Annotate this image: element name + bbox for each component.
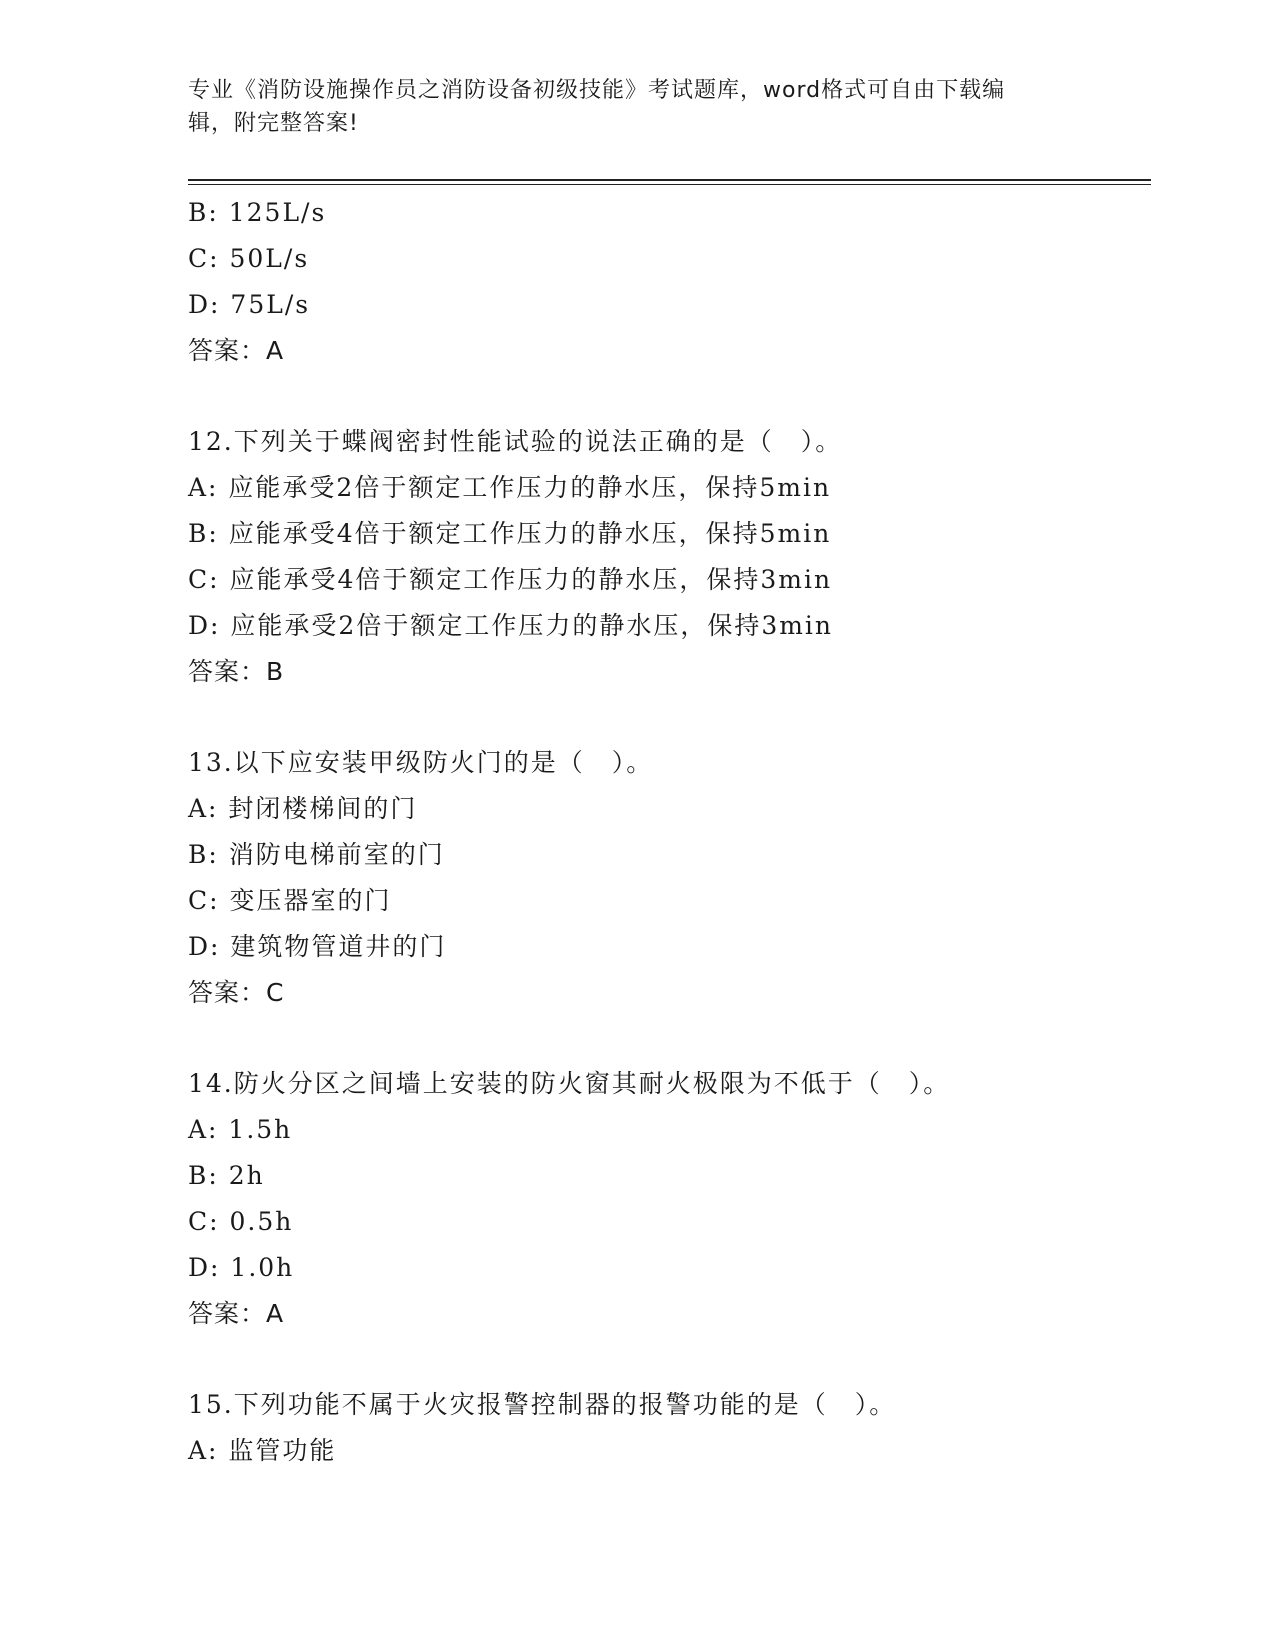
question-block-14: [188, 1061, 1151, 1337]
question-list: [188, 190, 1151, 1474]
option-a: A: 封闭楼梯间的门: [188, 794, 418, 823]
option-c: C: 变压器室的门: [188, 886, 392, 915]
header-divider-thin: [188, 184, 1151, 185]
option-c: C: 0.5h: [188, 1207, 294, 1236]
answer-line: 答案：B: [188, 657, 285, 686]
question-stem: 14.防火分区之间墙上安装的防火窗其耐火极限为不低于（ ）。: [188, 1069, 951, 1098]
document-header: [188, 74, 1088, 140]
option-c: C: 应能承受4倍于额定工作压力的静水压，保持3min: [188, 565, 833, 594]
answer-line: 答案：A: [188, 336, 285, 365]
question-stem: 13.以下应安装甲级防火门的是（ ）。: [188, 748, 654, 777]
question-block-13: [188, 740, 1151, 1016]
question-stem: 12.下列关于蝶阀密封性能试验的说法正确的是（ ）。: [188, 427, 843, 456]
option-c: C: 50L/s: [188, 244, 310, 273]
header-line-2: 辑，附完整答案!: [188, 111, 359, 136]
answer-line: 答案：A: [188, 1299, 285, 1328]
option-d: D: 1.0h: [188, 1253, 295, 1282]
option-b: B: 消防电梯前室的门: [188, 840, 445, 869]
answer-line: 答案：C: [188, 978, 285, 1007]
question-block-12: [188, 419, 1151, 695]
option-b: B: 应能承受4倍于额定工作压力的静水压，保持5min: [188, 519, 832, 548]
option-d: D: 应能承受2倍于额定工作压力的静水压，保持3min: [188, 611, 834, 640]
option-b: B: 2h: [188, 1161, 265, 1190]
option-a: A: 应能承受2倍于额定工作压力的静水压，保持5min: [188, 473, 832, 502]
question-block-15: [188, 1382, 1151, 1474]
option-a: A: 1.5h: [188, 1115, 293, 1144]
option-d: D: 75L/s: [188, 290, 311, 319]
header-line-1: 专业《消防设施操作员之消防设备初级技能》考试题库，word格式可自由下载编: [188, 78, 1006, 103]
option-b: B: 125L/s: [188, 198, 327, 227]
question-stem: 15.下列功能不属于火灾报警控制器的报警功能的是（ ）。: [188, 1390, 897, 1419]
option-a: A: 监管功能: [188, 1436, 337, 1465]
option-d: D: 建筑物管道井的门: [188, 932, 447, 961]
question-block-11: [188, 190, 1151, 374]
header-divider-thick: [188, 179, 1151, 181]
